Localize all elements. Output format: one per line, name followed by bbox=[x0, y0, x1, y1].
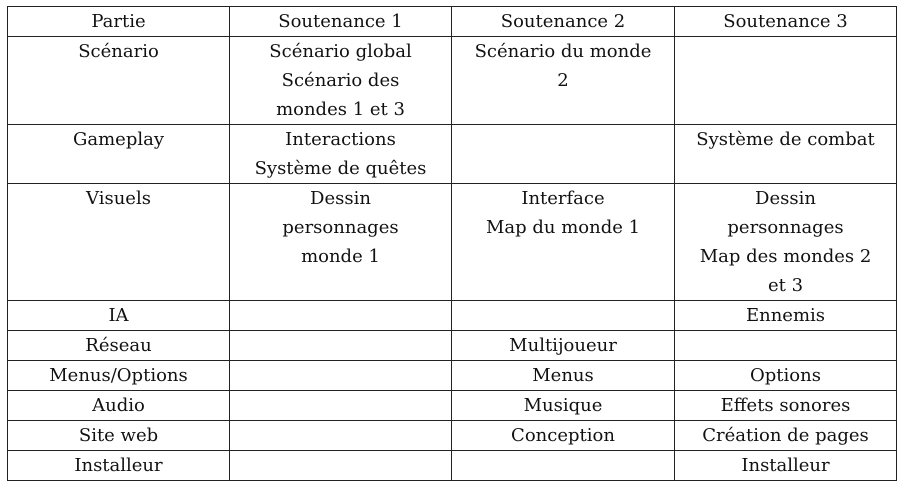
partie-cell bbox=[8, 125, 230, 184]
partie-label: IA bbox=[108, 305, 129, 326]
table-row bbox=[8, 451, 897, 481]
task-line: Installeur bbox=[741, 455, 830, 476]
table-row bbox=[8, 301, 897, 331]
soutenance-1-cell bbox=[230, 361, 452, 391]
task-line: Interface bbox=[521, 188, 605, 209]
partie-cell bbox=[8, 301, 230, 331]
task-line: Menus bbox=[532, 365, 594, 386]
header-soutenance-3: Soutenance 3 bbox=[675, 7, 897, 37]
table-row bbox=[8, 391, 897, 421]
task-line: Système de quêtes bbox=[254, 158, 427, 179]
task-line: Map du monde 1 bbox=[485, 217, 641, 238]
partie-label: Réseau bbox=[85, 335, 152, 356]
partie-label: Installeur bbox=[74, 455, 163, 476]
task-line: Scénario global bbox=[269, 41, 412, 62]
table-row bbox=[8, 361, 897, 391]
task-line: Dessin bbox=[755, 188, 816, 209]
table-row bbox=[8, 184, 897, 301]
soutenance-2-cell bbox=[452, 361, 675, 391]
partie-cell bbox=[8, 421, 230, 451]
table-row bbox=[8, 421, 897, 451]
partie-cell bbox=[8, 361, 230, 391]
header-soutenance-2: Soutenance 2 bbox=[452, 7, 675, 37]
soutenance-1-cell bbox=[230, 391, 452, 421]
task-line: Options bbox=[750, 365, 821, 386]
soutenance-2-cell bbox=[452, 331, 675, 361]
partie-label: Menus/Options bbox=[49, 365, 188, 386]
task-line: mondes 1 et 3 bbox=[276, 99, 405, 120]
partie-cell bbox=[8, 451, 230, 481]
header-partie: Partie bbox=[8, 7, 230, 37]
soutenance-3-cell bbox=[675, 184, 897, 301]
schedule-table-container bbox=[7, 6, 897, 481]
partie-cell bbox=[8, 184, 230, 301]
task-line: personnages bbox=[282, 217, 399, 238]
partie-cell bbox=[8, 37, 230, 125]
header-soutenance-1: Soutenance 1 bbox=[230, 7, 452, 37]
task-line: Map des mondes 2 bbox=[699, 246, 872, 267]
task-line: et 3 bbox=[767, 275, 804, 296]
partie-cell bbox=[8, 331, 230, 361]
partie-label: Gameplay bbox=[72, 129, 164, 150]
soutenance-3-cell bbox=[675, 37, 897, 125]
soutenance-3-cell bbox=[675, 391, 897, 421]
task-line: personnages bbox=[727, 217, 844, 238]
task-line: Scénario du monde bbox=[474, 41, 652, 62]
soutenance-3-cell bbox=[675, 125, 897, 184]
soutenance-1-cell bbox=[230, 184, 452, 301]
task-line: Effets sonores bbox=[720, 395, 851, 416]
partie-cell bbox=[8, 391, 230, 421]
task-line: Scénario des bbox=[281, 70, 400, 91]
soutenance-2-cell bbox=[452, 184, 675, 301]
soutenance-2-cell bbox=[452, 451, 675, 481]
soutenance-2-cell bbox=[452, 125, 675, 184]
soutenance-3-cell bbox=[675, 421, 897, 451]
task-line: Multijoueur bbox=[509, 335, 617, 356]
schedule-table bbox=[7, 6, 897, 481]
task-line: Interactions bbox=[285, 129, 396, 150]
task-line: Musique bbox=[523, 395, 603, 416]
partie-label: Site web bbox=[78, 425, 159, 446]
soutenance-3-cell bbox=[675, 361, 897, 391]
soutenance-2-cell bbox=[452, 391, 675, 421]
soutenance-1-cell bbox=[230, 301, 452, 331]
task-line: Conception bbox=[511, 425, 615, 446]
task-line: Système de combat bbox=[696, 129, 875, 150]
partie-label: Visuels bbox=[86, 188, 151, 209]
soutenance-1-cell bbox=[230, 331, 452, 361]
partie-label: Audio bbox=[92, 395, 145, 416]
soutenance-1-cell bbox=[230, 125, 452, 184]
soutenance-2-cell bbox=[452, 421, 675, 451]
soutenance-2-cell bbox=[452, 37, 675, 125]
task-line: 2 bbox=[557, 70, 569, 91]
table-row bbox=[8, 331, 897, 361]
table-row bbox=[8, 37, 897, 125]
table-row bbox=[8, 125, 897, 184]
soutenance-3-cell bbox=[675, 451, 897, 481]
task-line: Création de pages bbox=[702, 425, 869, 446]
soutenance-2-cell bbox=[452, 301, 675, 331]
soutenance-3-cell bbox=[675, 301, 897, 331]
soutenance-1-cell bbox=[230, 421, 452, 451]
task-line: monde 1 bbox=[301, 246, 380, 267]
soutenance-1-cell bbox=[230, 37, 452, 125]
partie-label: Scénario bbox=[78, 41, 159, 62]
soutenance-1-cell bbox=[230, 451, 452, 481]
soutenance-3-cell bbox=[675, 331, 897, 361]
header-row bbox=[8, 7, 897, 37]
task-line: Ennemis bbox=[745, 305, 826, 326]
task-line: Dessin bbox=[310, 188, 371, 209]
